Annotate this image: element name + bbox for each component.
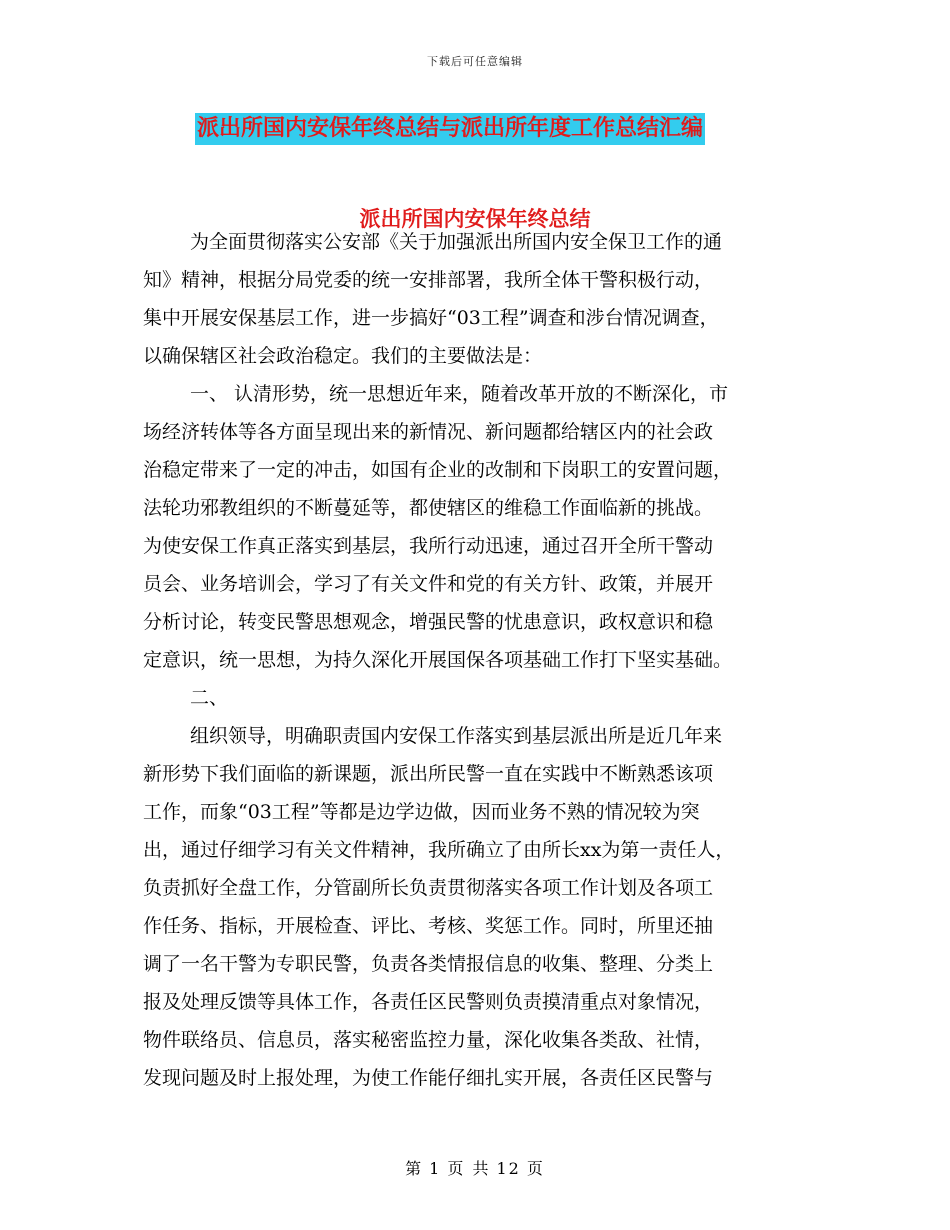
- body-line: 治稳定带来了一定的冲击，如国有企业的改制和下岗职工的安置问题，: [143, 459, 733, 481]
- body-line: 以确保辖区社会政治稳定。我们的主要做法是：: [143, 345, 543, 367]
- body-line: 负责抓好全盘工作，分管副所长负责贯彻落实各项工作计划及各项工: [143, 877, 714, 899]
- body-line: 知》精神，根据分局党委的统一安排部署，我所全体干警积极行动，: [143, 269, 714, 291]
- total-page-count: 12: [496, 1159, 521, 1178]
- footer-suffix: 页: [526, 1159, 545, 1178]
- body-line: 法轮功邪教组织的不断蔓延等，都使辖区的维稳工作面临新的挑战。: [143, 497, 714, 519]
- body-line: 为全面贯彻落实公安部《关于加强派出所国内安全保卫工作的通: [190, 231, 723, 253]
- body-line: 作任务、指标，开展检查、评比、考核、奖惩工作。同时，所里还抽: [143, 915, 714, 937]
- body-line: 物件联络员、信息员，落实秘密监控力量，深化收集各类敌、社情，: [143, 1029, 714, 1051]
- body-line: 组织领导，明确职责国内安保工作落实到基层派出所是近几年来: [190, 725, 723, 747]
- footer-prefix: 第: [405, 1159, 424, 1178]
- body-line: 场经济转体等各方面呈现出来的新情况、新问题都给辖区内的社会政: [143, 421, 714, 443]
- current-page-number: 1: [429, 1159, 442, 1178]
- section-title: 派出所国内安保年终总结: [359, 207, 591, 231]
- body-line: 二、: [190, 687, 229, 709]
- header-note: 下载后可任意编辑: [427, 55, 523, 68]
- body-line: 新形势下我们面临的新课题，派出所民警一直在实践中不断熟悉该项: [143, 763, 714, 785]
- body-line: 分析讨论，转变民警思想观念，增强民警的忧患意识，政权意识和稳: [143, 611, 714, 633]
- body-line: 工作，而象“03工程”等都是边学边做，因而业务不熟的情况较为突: [143, 801, 700, 823]
- body-line: 发现问题及时上报处理，为使工作能仔细扎实开展，各责任区民警与: [143, 1067, 714, 1089]
- body-line: 为使安保工作真正落实到基层，我所行动迅速，通过召开全所干警动: [143, 535, 714, 557]
- body-line: 出，通过仔细学习有关文件精神，我所确立了由所长xx为第一责任人，: [143, 839, 735, 861]
- body-line: 报及处理反馈等具体工作，各责任区民警则负责摸清重点对象情况，: [143, 991, 714, 1013]
- body-line: 集中开展安保基层工作，进一步搞好“03工程”调查和涉台情况调查，: [143, 307, 719, 329]
- body-line: 员会、业务培训会，学习了有关文件和党的有关方针、政策，并展开: [143, 573, 714, 595]
- body-line: 调了一名干警为专职民警，负责各类情报信息的收集、整理、分类上: [143, 953, 714, 975]
- body-line: 一、 认清形势，统一思想近年来，随着改革开放的不断深化，市: [190, 383, 729, 405]
- footer-mid: 页 共: [447, 1159, 491, 1178]
- document-title: 派出所国内安保年终总结与派出所年度工作总结汇编: [195, 113, 705, 145]
- page-footer: [0, 1156, 950, 1179]
- body-line: 定意识，统一思想，为持久深化开展国保各项基础工作打下坚实基础。: [143, 649, 733, 671]
